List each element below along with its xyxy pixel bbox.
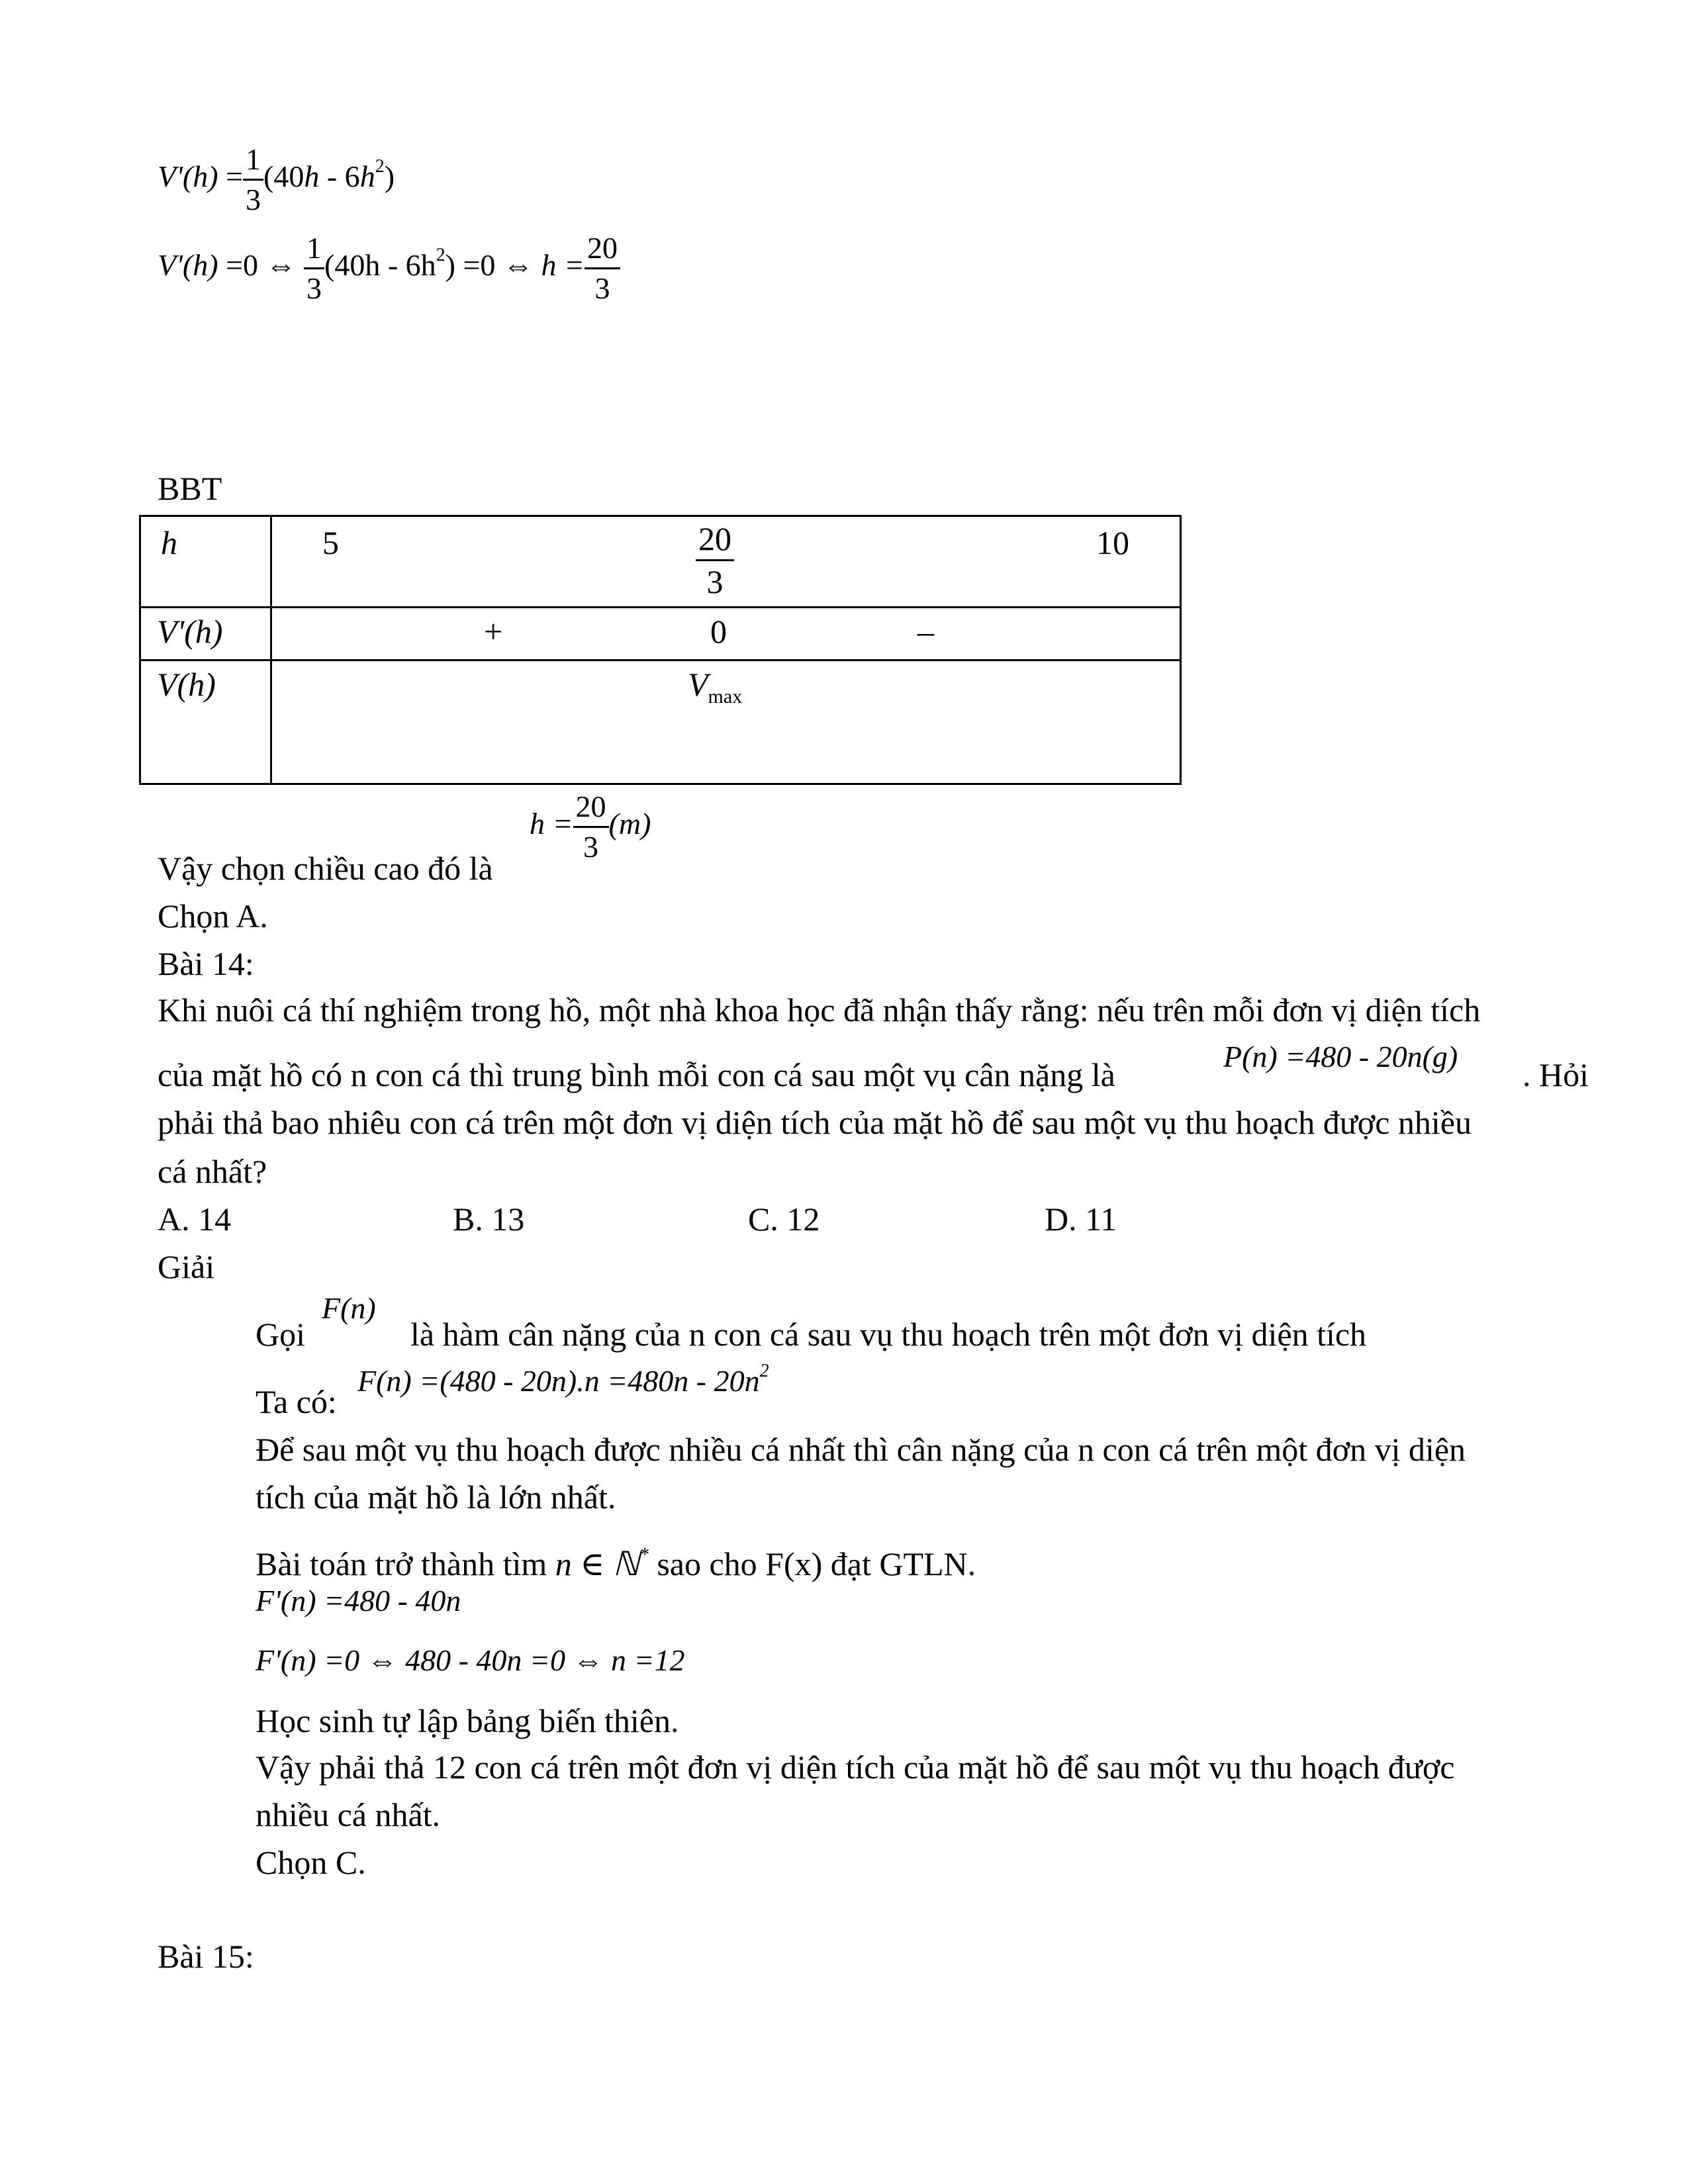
derivative-line-1: V'(h) = $\frac{1}{3}$ $(40h - 6h^2)$ (158, 142, 395, 216)
student-note: Học sinh tự lập bảng biến thiên. (256, 1702, 679, 1739)
table-row-h (140, 516, 1181, 608)
fraction-one-third: $\frac{1}{3}$ (304, 233, 324, 304)
conclusion-formula: h = $\frac{20}{3}$ (m) (530, 790, 651, 864)
taco-formula: $F(n) =(480 - 20n).n =480n - 20n^2$ (357, 1361, 769, 1398)
derivative-f-zero: F'(n) =0 ⇔ 480 - 40n =0 ⇔ n =12 (256, 1643, 685, 1677)
option-c: C. 12 (748, 1201, 820, 1238)
table-values-h (271, 516, 1181, 608)
table-head-h: h (140, 516, 271, 608)
option-b: B. 13 (453, 1201, 525, 1238)
problem-restatement: Bài toán trở thành tìm n ∈ ℕ* sao cho F(x) đạt GTLN. (256, 1545, 976, 1582)
fraction-one-third: $\frac{1}{3}$ (243, 144, 263, 215)
table-head-function: V(h) (140, 660, 271, 784)
derivative-zero: 0 (710, 613, 727, 650)
weight-formula: P(n) =480 - 20n(g) (1223, 1040, 1458, 1073)
problem-15-title: Bài 15: (158, 1938, 254, 1975)
sign-plus: + (484, 613, 503, 650)
reasoning-line-2: tích của mặt hồ là lớn nhất. (256, 1479, 616, 1516)
choice-c: Chọn C. (256, 1844, 366, 1881)
option-d: D. 11 (1045, 1201, 1117, 1238)
solution-label: Giải (158, 1248, 215, 1285)
fn-symbol: F(n) (322, 1291, 376, 1325)
problem-14-line-2-end: . Hỏi (1523, 1056, 1589, 1093)
conclusion-text: Vậy chọn chiều cao đó là (158, 850, 493, 887)
problem-14-title: Bài 14: (158, 945, 254, 982)
goi-label: Gọi (256, 1316, 305, 1353)
table-head-derivative: V'(h) (140, 608, 271, 660)
choice-a: Chọn A. (158, 897, 268, 934)
table-row-function (140, 660, 1181, 784)
table-values-function (271, 660, 1181, 784)
fraction-twenty-thirds: $\frac{20}{3}$ (585, 233, 620, 304)
h-value-5: 5 (322, 524, 339, 561)
problem-14-line-1: Khi nuôi cá thí nghiệm trong hồ, một nhà khoa học đã nhận thấy rằng: nếu trên mỗi đơn vị diện tích (158, 991, 1481, 1028)
final-conclusion-line-1: Vậy phải thả 12 con cá trên một đơn vị diện tích của mặt hồ để sau một vụ thu hoạch được (256, 1749, 1455, 1786)
table-values-derivative (271, 608, 1181, 660)
taco-label: Ta có: (256, 1383, 337, 1420)
h-value-20-3: $\frac{20}{3}$ (696, 522, 734, 598)
final-conclusion-line-2: nhiều cá nhất. (256, 1796, 441, 1833)
variation-table (139, 515, 1182, 785)
equals-sign: = (226, 159, 244, 194)
sign-minus: – (917, 613, 934, 650)
problem-14-line-2: của mặt hồ có n con cá thì trung bình mỗi con cá sau một vụ cân nặng là (158, 1056, 1115, 1093)
h-value-10: 10 (1096, 524, 1129, 561)
fraction-twenty-thirds: $\frac{20}{3}$ (573, 792, 609, 862)
natural-set: n ∈ ℕ* (555, 1545, 649, 1582)
table-row-derivative (140, 608, 1181, 660)
v-max: $V_{max}$ (688, 666, 743, 707)
option-a: A. 14 (158, 1201, 232, 1238)
reasoning-line-1: Để sau một vụ thu hoạch được nhiều cá nhất thì cân nặng của n con cá trên một đơn vị diện (256, 1431, 1466, 1468)
bbt-label: BBT (158, 470, 222, 507)
derivative-f: F'(n) =480 - 40n (256, 1584, 461, 1617)
derivative-line-2: V'(h) =0 ⇔ $\frac{1}{3}$ $(40h - 6h^2) =0$ ⇔ h = $\frac{20}{3}$ (158, 233, 620, 304)
derivative-lhs: V'(h) (158, 159, 218, 194)
goi-rest: là hàm cân nặng của n con cá sau vụ thu hoạch trên một đơn vị diện tích (410, 1316, 1367, 1353)
problem-14-line-4: cá nhất? (158, 1153, 267, 1190)
problem-14-line-3: phải thả bao nhiêu con cá trên một đơn vị diện tích của mặt hồ để sau một vụ thu hoạch được nhiều (158, 1104, 1472, 1141)
